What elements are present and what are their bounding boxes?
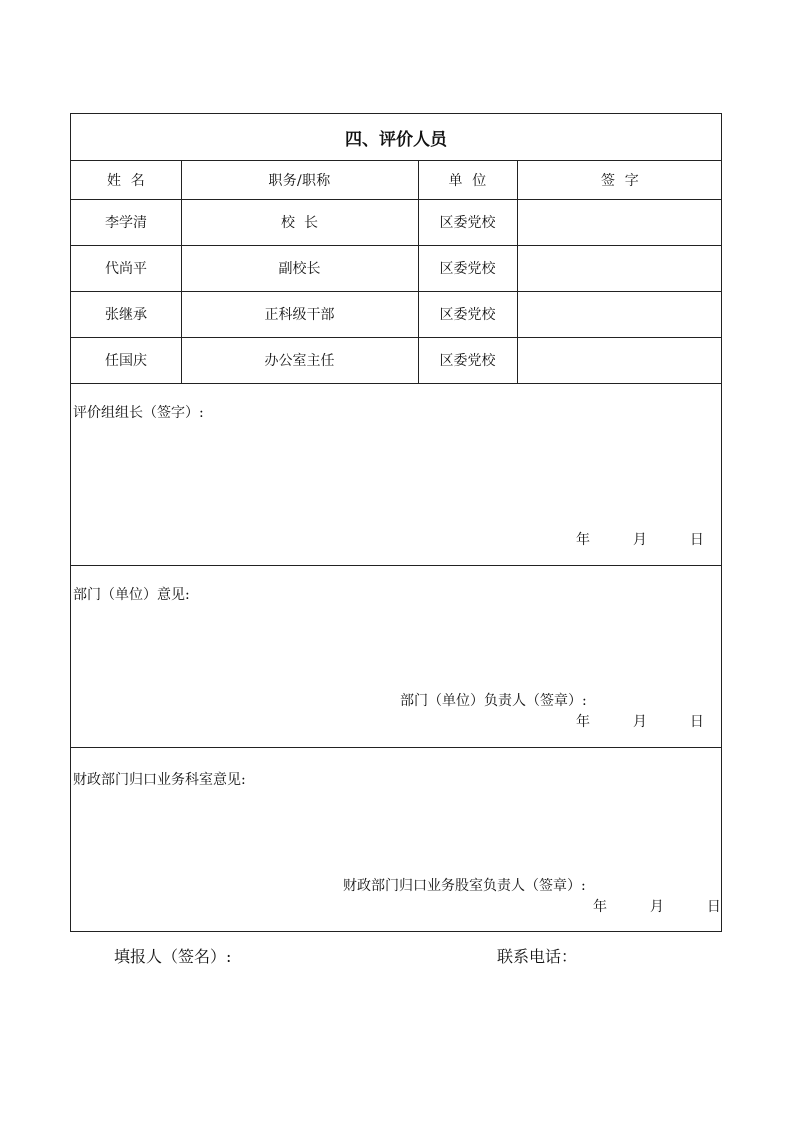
day-label: 日 xyxy=(689,532,704,548)
phone-label: 联系电话： xyxy=(497,947,578,966)
leader-date xyxy=(576,529,704,549)
day-label: 日 xyxy=(689,714,704,730)
table-row-signature[interactable] xyxy=(517,245,723,291)
dept-date xyxy=(576,711,704,731)
table-row-position: 校 长 xyxy=(281,215,318,231)
table-row-unit: 区委党校 xyxy=(439,307,496,323)
header-position: 职务/职称 xyxy=(268,172,331,189)
table-row-position: 正科级干部 xyxy=(264,307,335,323)
year-label: 年 xyxy=(576,532,590,548)
divider xyxy=(71,565,721,566)
table-row-unit: 区委党校 xyxy=(439,353,496,369)
table-row-position: 办公室主任 xyxy=(264,353,335,369)
section-title: 四、评价人员 xyxy=(345,129,447,150)
day-label: 日 xyxy=(706,899,721,915)
header-name: 姓 名 xyxy=(106,172,146,189)
finance-opinion-label: 财政部门归口业务科室意见: xyxy=(73,772,246,788)
divider xyxy=(71,383,721,384)
header-signature: 签 字 xyxy=(600,172,640,189)
table-row-name: 李学清 xyxy=(105,215,147,231)
month-label: 月 xyxy=(632,532,647,548)
evaluation-form xyxy=(70,113,722,932)
header-unit: 单 位 xyxy=(448,172,487,189)
filler-signature-label: 填报人（签名）: xyxy=(114,947,232,966)
table-row-signature[interactable] xyxy=(517,199,723,245)
table-row-name: 代尚平 xyxy=(105,261,147,277)
month-label: 月 xyxy=(649,899,664,915)
table-row-position: 副校长 xyxy=(278,261,321,277)
year-label: 年 xyxy=(576,714,590,730)
table-row-name: 张继承 xyxy=(105,307,147,323)
table-row-unit: 区委党校 xyxy=(439,261,496,277)
finance-signer-label: 财政部门归口业务股室负责人（签章）: xyxy=(343,878,586,894)
leader-signature-label: 评价组组长（签字）: xyxy=(73,405,204,421)
dept-signer-label: 部门（单位）负责人（签章）: xyxy=(400,693,587,709)
table-row-signature[interactable] xyxy=(517,291,723,337)
table-row-signature[interactable] xyxy=(517,337,723,383)
table-row-name: 任国庆 xyxy=(105,353,147,369)
table-row-unit: 区委党校 xyxy=(439,215,496,231)
month-label: 月 xyxy=(632,714,647,730)
year-label: 年 xyxy=(593,899,607,915)
divider xyxy=(71,747,721,748)
finance-date xyxy=(593,896,721,916)
dept-opinion-label: 部门（单位）意见: xyxy=(73,587,190,603)
